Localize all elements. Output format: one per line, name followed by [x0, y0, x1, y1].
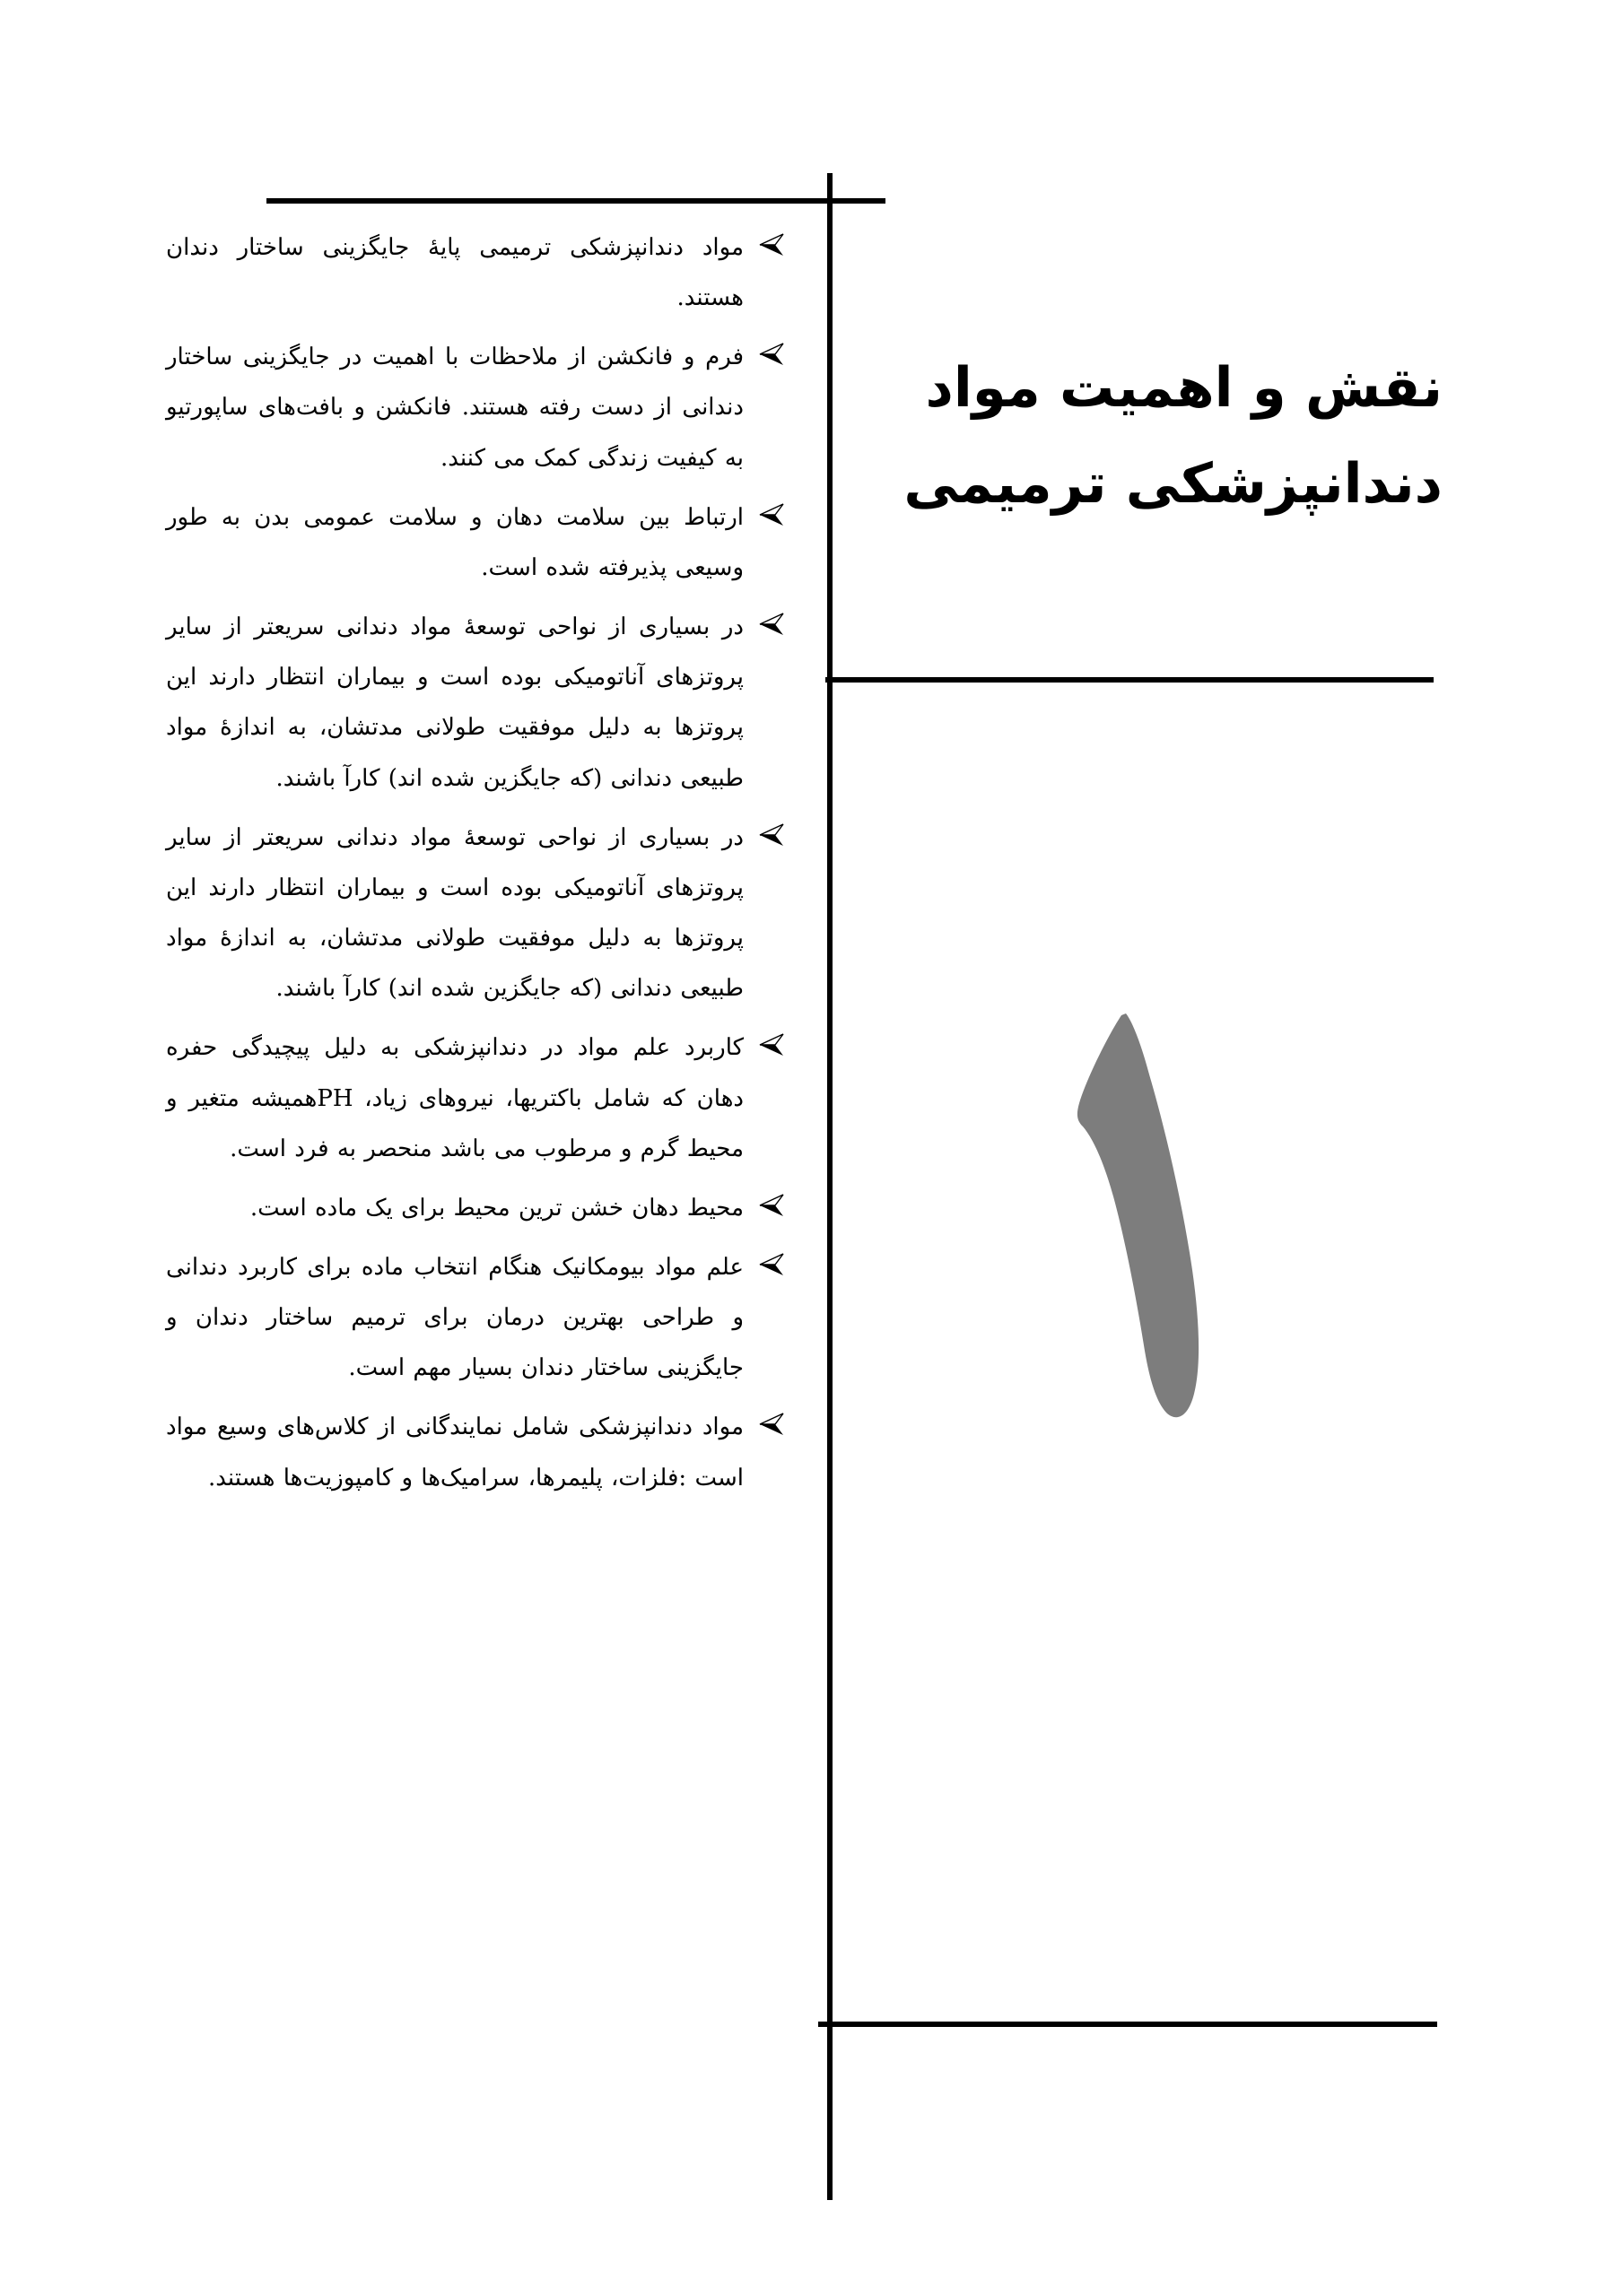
list-item-text: فرم و فانکشن از ملاحظات با اهمیت در جایگزینی ساختار دندانی از دست رفته هستند. فانکشن و بافت‌های ساپورتیو به کیفیت زندگی کمک می کنند. [166, 344, 744, 472]
list-item [166, 1402, 794, 1502]
list-item [166, 1183, 794, 1233]
list-item [166, 813, 794, 1014]
arrowhead-bullet-icon [756, 500, 787, 530]
arrowhead-bullet-icon [756, 1030, 787, 1060]
list-item [166, 492, 794, 593]
arrowhead-bullet-icon [756, 1190, 787, 1221]
page-title-line-1: نقش و اهمیت مواد [925, 356, 1443, 420]
list-item [166, 1242, 794, 1393]
list-item [166, 332, 794, 483]
arrowhead-bullet-icon [756, 1249, 787, 1280]
list-item-text: کاربرد علم مواد در دندانپزشکی به دلیل پیچیدگی حفره دهان که شامل باکتریها، نیروهای زیاد، PHهمیشه متغیر و محیط گرم و مرطوب می باشد منحصر به فرد است. [166, 1034, 744, 1162]
list-item-text: مواد دندانپزشکی ترمیمی پایۀ جایگزینی ساختار دندان هستند. [166, 234, 744, 312]
list-item-text: علم مواد بیومکانیک هنگام انتخاب ماده برای کاربرد دندانی و طراحی بهترین درمان برای ترمیم ساختار دندان و جایگزینی ساختار دندان بسیار مهم است. [166, 1253, 744, 1382]
page-title-line-2: دندانپزشکی ترمیمی [903, 451, 1443, 516]
list-item-text: در بسیاری از نواحی توسعۀ مواد دندانی سریعتر از سایر پروتزهای آناتومیکی بوده است و بیماران انتظار دارند این پروتزها به دلیل موفقیت طولانی مدتشان، به اندازۀ مواد طبیعی دندانی (که جایگزین شده اند) کارآ باشند. [166, 823, 744, 1003]
arrowhead-bullet-icon [756, 1409, 787, 1439]
bullet-list [166, 222, 794, 1512]
page-title [815, 341, 1443, 533]
list-item [166, 602, 794, 804]
list-item [166, 1022, 794, 1173]
list-item-text: ارتباط بین سلامت دهان و سلامت عمومی بدن به طور وسیعی پذیرفته شده است. [166, 503, 744, 581]
tooth-root-illustration [1063, 1004, 1243, 1426]
arrowhead-bullet-icon [756, 230, 787, 260]
list-item-text: در بسیاری از نواحی توسعۀ مواد دندانی سریعتر از سایر پروتزهای آناتومیکی بوده است و بیماران انتظار دارند این پروتزها به دلیل موفقیت طولانی مدتشان، به اندازۀ مواد طبیعی دندانی (که جایگزین شده اند) کارآ باشند. [166, 613, 744, 792]
list-item [166, 222, 794, 323]
list-item-text: مواد دندانپزشکی شامل نمایندگانی از کلاس‌های وسیع مواد است :فلزات، پلیمرها، سرامیک‌ها و کامپوزیت‌ها هستند. [166, 1413, 744, 1492]
horizontal-rule-bottom [818, 2022, 1437, 2027]
horizontal-rule-top [266, 198, 885, 204]
horizontal-rule-middle [825, 677, 1434, 683]
arrowhead-bullet-icon [756, 609, 787, 639]
arrowhead-bullet-icon [756, 339, 787, 370]
list-item-text: محیط دهان خشن ترین محیط برای یک ماده است. [249, 1194, 744, 1222]
arrowhead-bullet-icon [756, 820, 787, 850]
